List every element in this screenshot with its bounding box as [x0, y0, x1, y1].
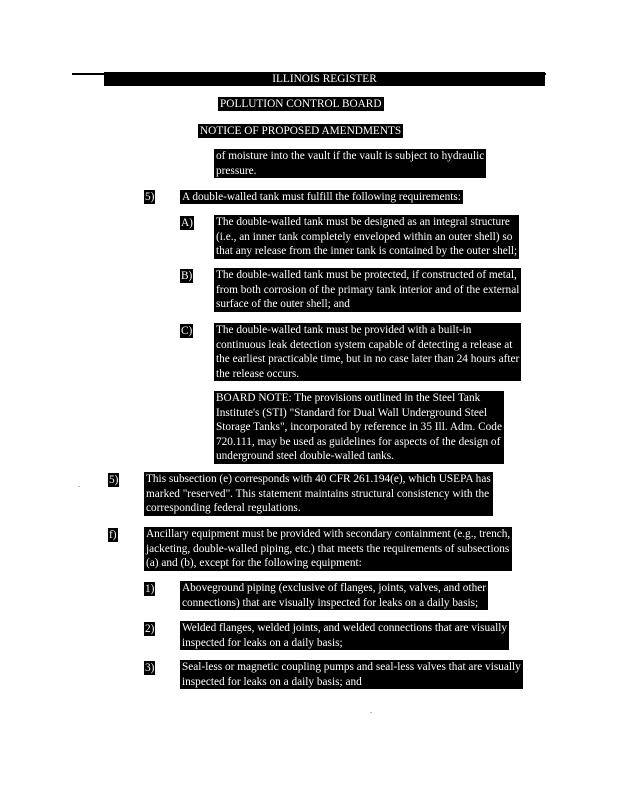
text-line: Welded flanges, welded joints, and welded connections that are visually	[182, 622, 508, 634]
continuation-text	[214, 149, 486, 178]
text-line: continuous leak detection system capable of detecting a release at	[216, 338, 513, 351]
item-text: A double-walled tank must fulfill the following requirements:	[182, 191, 461, 203]
text-line: inspected for leaks on a daily basis;	[182, 636, 343, 649]
text-line: the release occurs.	[216, 367, 300, 380]
text-line: The double-walled tank must be protected, if constructed of metal,	[216, 269, 517, 281]
subsection-a-text	[214, 215, 519, 259]
item-1-text	[180, 581, 488, 610]
text-line: The double-walled tank must be designed as an integral structure	[216, 216, 510, 228]
text-line: (i.e., an inner tank completely enveloped within an outer shell) so	[216, 230, 513, 243]
item-label: 1)	[145, 583, 155, 595]
text-line: Storage Tanks", incorporated by reference in 35 Ill. Adm. Code	[216, 421, 502, 434]
board-note	[214, 391, 504, 464]
register-title: ILLINOIS REGISTER	[104, 72, 545, 86]
item-label: 5)	[145, 191, 155, 203]
text-line: marked "reserved". This statement maintains structural consistency with the	[146, 487, 490, 500]
item-label: 2)	[145, 623, 155, 635]
subsection-c-text	[214, 323, 521, 381]
item-label: A)	[181, 217, 193, 229]
text-line: corresponding federal regulations.	[146, 502, 301, 515]
text-line: from both corrosion of the primary tank interior and of the external	[216, 283, 520, 296]
text-line: that any release from the inner tank is contained by the outer shell;	[216, 245, 518, 258]
speck	[78, 486, 80, 487]
item-label: 5)	[109, 474, 119, 486]
subsection-f-text	[144, 527, 512, 571]
subsection-e-text	[144, 472, 493, 516]
item-label: f)	[109, 529, 117, 541]
text-line: underground steel double-walled tanks.	[216, 450, 394, 463]
text-line: Ancillary equipment must be provided with secondary containment (e.g., trench,	[146, 528, 511, 540]
text-line: pressure.	[216, 164, 257, 177]
text-line: (a) and (b), except for the following equipment:	[146, 557, 362, 570]
text-line: jacketing, double-walled piping, etc.) that meets the requirements of subsections	[146, 542, 510, 555]
text-line: This subsection (e) corresponds with 40 CFR 261.194(e), which USEPA has	[146, 473, 491, 485]
text-line: connections) that are visually inspected for leaks on a daily basis;	[182, 596, 479, 609]
item-label: 3)	[145, 662, 155, 674]
text-line: the earliest practicable time, but in no case later than 24 hours after	[216, 353, 520, 366]
speck	[370, 712, 372, 713]
notice-title: NOTICE OF PROPOSED AMENDMENTS	[200, 125, 402, 137]
text-line: Seal-less or magnetic coupling pumps and seal-less valves that are visually	[182, 661, 521, 673]
item-label: B)	[181, 270, 193, 282]
text-line: surface of the outer shell; and	[216, 298, 350, 311]
item-3-text	[180, 660, 523, 689]
text-line: BOARD NOTE: The provisions outlined in the Steel Tank	[216, 392, 481, 404]
text-line: The double-walled tank must be provided with a built-in	[216, 324, 472, 336]
text-line: inspected for leaks on a daily basis; and	[182, 675, 362, 688]
subsection-b-text	[214, 268, 521, 312]
item-2-text	[180, 621, 509, 650]
text-line: Aboveground piping (exclusive of flanges, joints, valves, and other	[182, 582, 487, 594]
text-line: Institute's (STI) "Standard for Dual Wall Underground Steel	[216, 406, 488, 419]
board-title: POLLUTION CONTROL BOARD	[220, 98, 382, 110]
text-line: of moisture into the vault if the vault is subject to hydraulic	[216, 150, 485, 162]
item-label: C)	[181, 325, 193, 337]
text-line: 720.111, may be used as guidelines for aspects of the design of	[216, 435, 501, 448]
